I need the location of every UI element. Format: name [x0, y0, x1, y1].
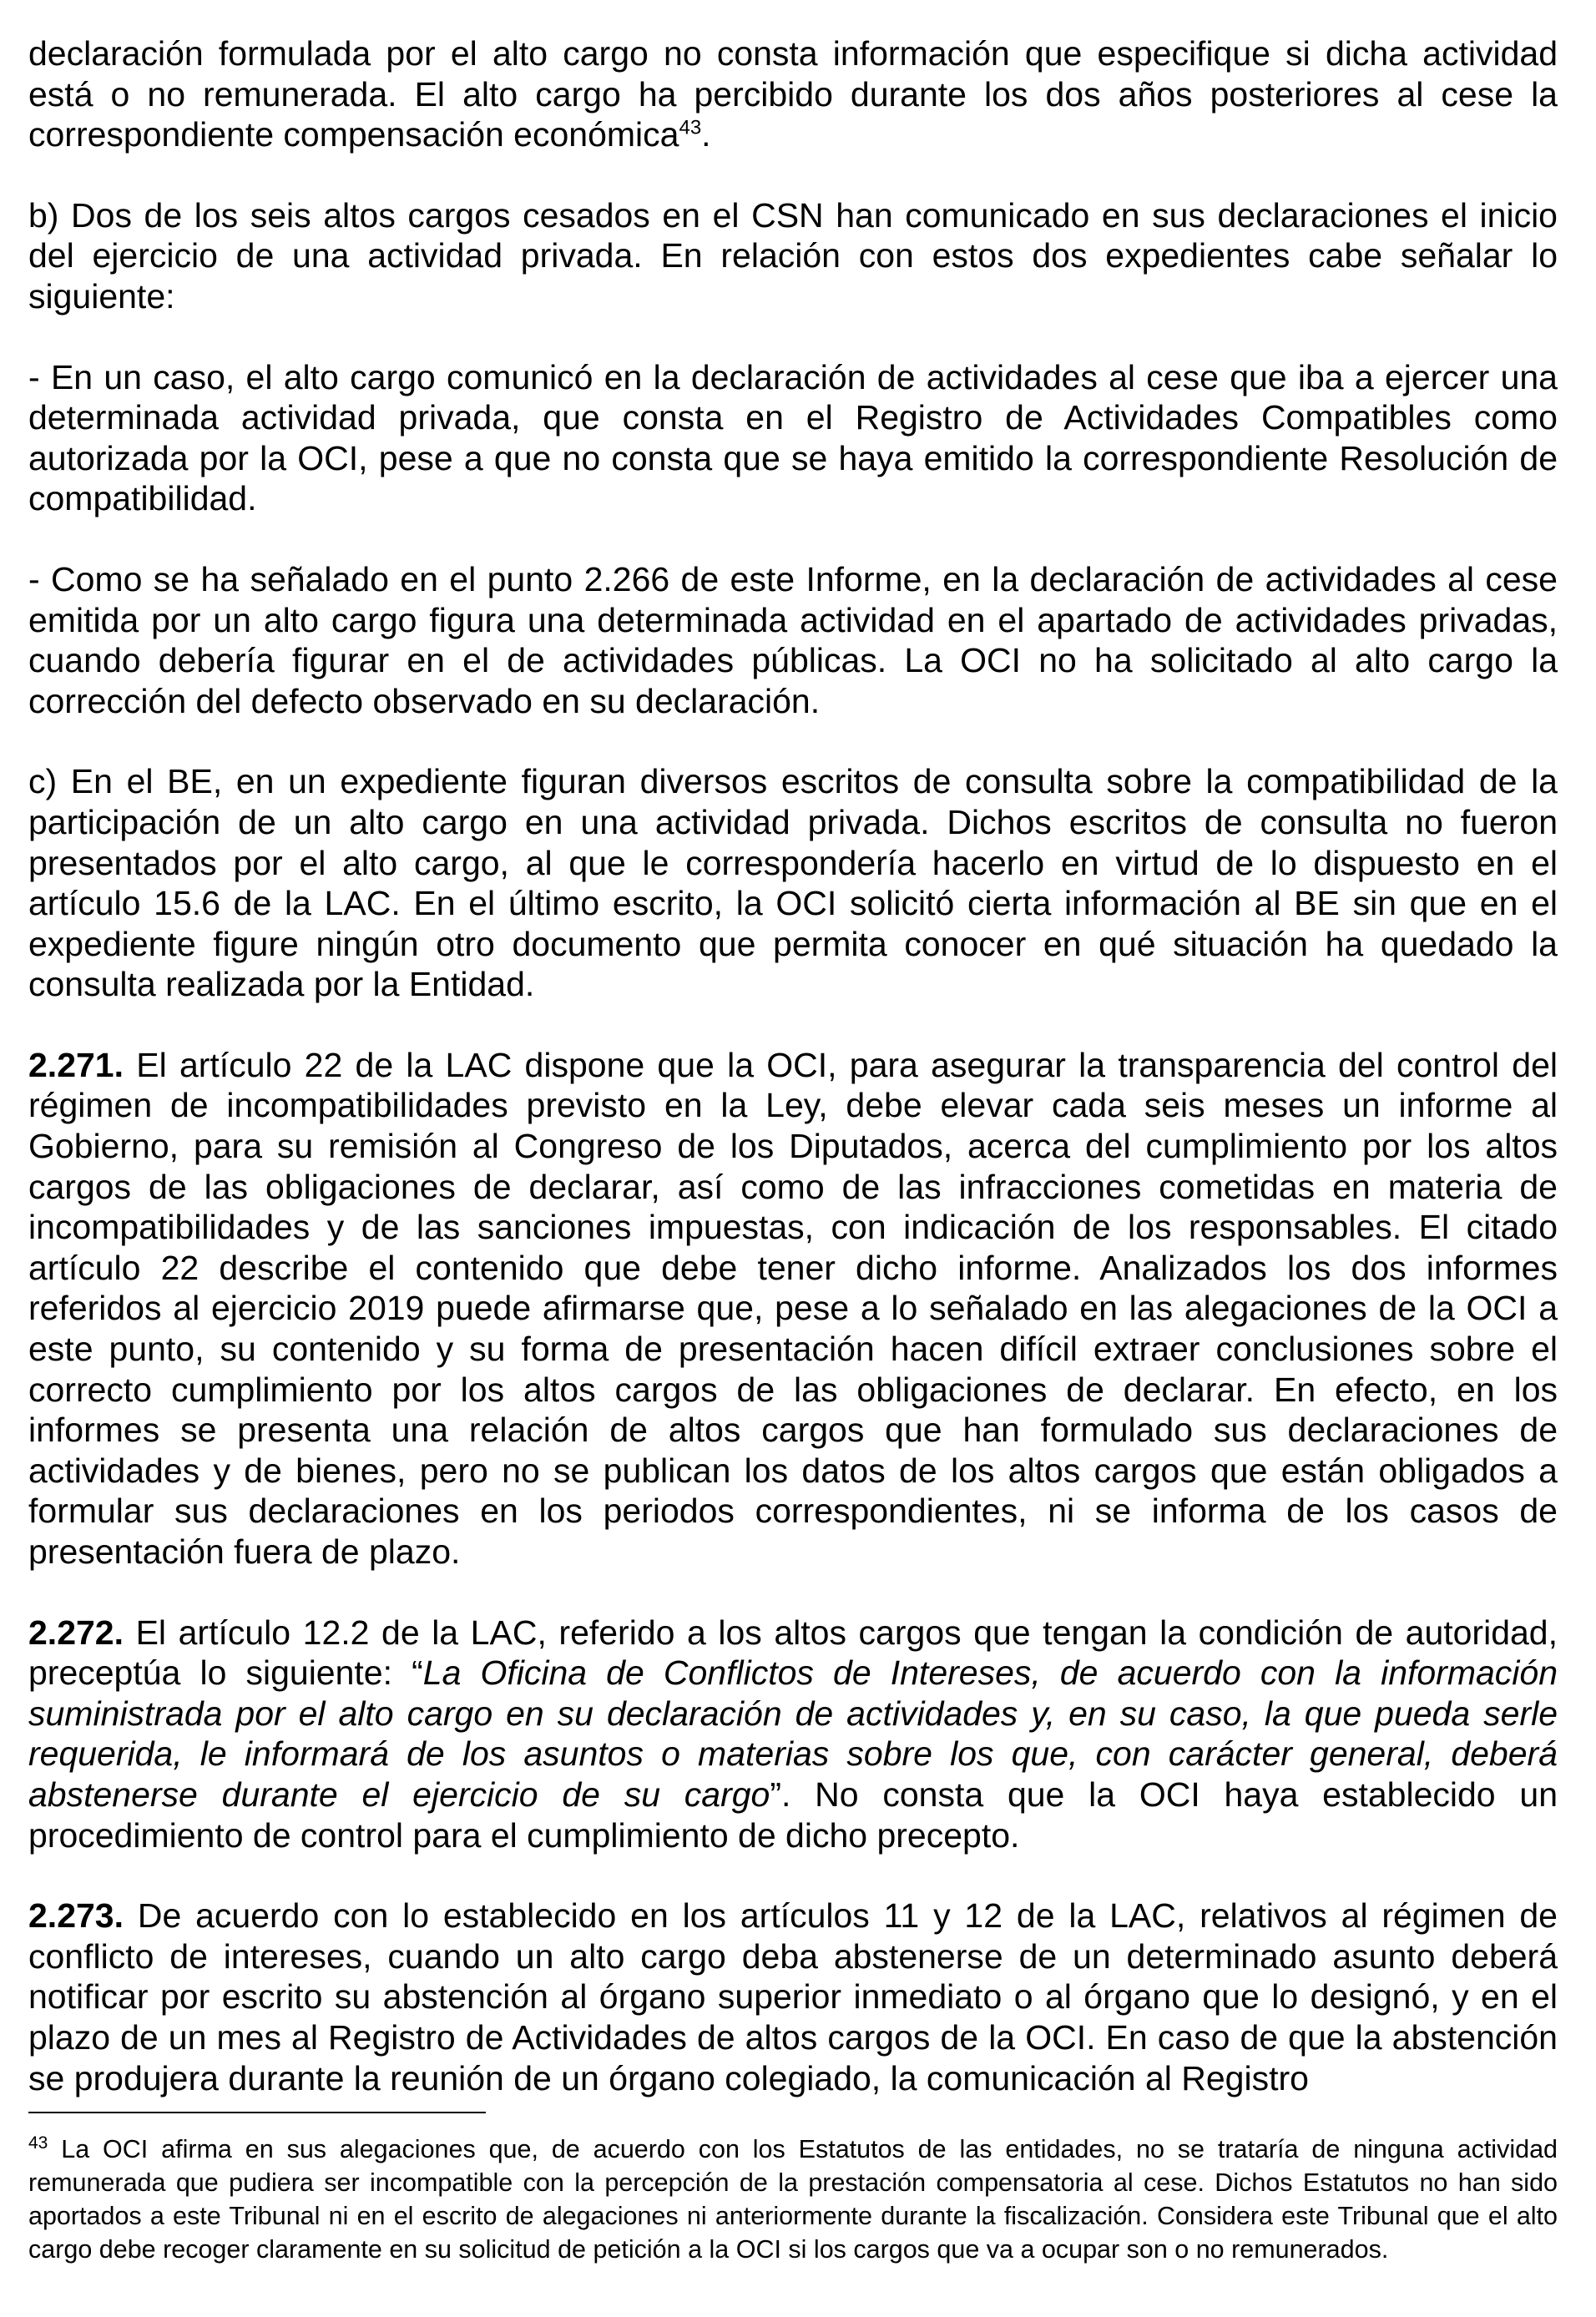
paragraph-text: El artículo 22 de la LAC dispone que la OCI, para asegurar la transparencia del control del régimen de incompatibilidades previsto en la Ley, debe elevar cada seis meses un informe al Gobierno, para su remisión al Congreso de los Diputados, acerca del cumplimiento por los altos cargos de las obligaciones de declarar, así como de las infracciones cometidas en materia de incompatibilidades y de las sanciones impuestas, con indicación de los responsables. El citado artículo 22 describe el contenido que debe tener dicho informe. Analizados los dos informes referidos al ejercicio 2019 puede afirmarse que, pese a lo señalado en las alegaciones de la OCI a este punto, su contenido y su forma de presentación hacen difícil extraer conclusiones sobre el correcto cumplimiento por los altos cargos de las obligaciones de declarar. En efecto, en los informes se presenta una relación de altos cargos que han formulado sus declaraciones de actividades y de bienes, pero no se publican los datos de los altos cargos que están obligados a formular sus declaraciones en los periodos correspondientes, ni se informa de los casos de presentación fuera de plazo.	[28, 1045, 1558, 1571]
paragraph-continuation	[28, 33, 1558, 155]
paragraph-c: c) En el BE, en un expediente figuran diversos escritos de consulta sobre la compatibilidad de la participación de un alto cargo en una actividad privada. Dichos escritos de consulta no fueron presentados por el alto cargo, al que le correspondería hacerlo en virtud de lo dispuesto en el artículo 15.6 de la LAC. En el último escrito, la OCI solicitó cierta información al BE sin que en el expediente figure ningún otro documento que permita conocer en qué situación ha quedado la consulta realizada por la Entidad.	[28, 762, 1558, 1004]
footnote-reference[interactable]: 43	[679, 116, 702, 139]
paragraph-number: 2.273.	[28, 1896, 124, 1936]
footnote-number: 43	[28, 2133, 48, 2153]
document-body	[28, 33, 1558, 2138]
paragraph-text: El artículo 12.2 de la LAC, referido a los altos cargos que tengan la condición de autoridad, preceptúa lo siguiente: “	[28, 1613, 1558, 1693]
paragraph-tail: .	[701, 115, 711, 154]
paragraph-text: De acuerdo con lo establecido en los artículos 11 y 12 de la LAC, relativos al régimen de conflicto de intereses, cuando un alto cargo deba abstenerse de un determinado asunto deberá notificar por escrito su abstención al órgano superior inmediato o al órgano que lo designó, y en el plazo de un mes al Registro de Actividades de altos cargos de la OCI. En caso de que la abstención se produjera durante la reunión de un órgano colegiado, la comunicación al Registro	[28, 1896, 1558, 2097]
paragraph-text: declaración formulada por el alto cargo no consta información que especifique si dicha actividad está o no remunerada. El alto cargo ha percibido durante los dos años posteriores al cese la correspondiente compensación económica	[28, 34, 1558, 154]
footnote	[28, 2133, 1558, 2266]
paragraph-2-273	[28, 1895, 1558, 2098]
paragraph-b: b) Dos de los seis altos cargos cesados en el CSN han comunicado en sus declaraciones el inicio del ejercicio de una actividad privada. En relación con estos dos expedientes cabe señalar lo siguiente:	[28, 195, 1558, 315]
paragraph-number: 2.272.	[28, 1613, 124, 1652]
legal-quote: La Oficina de Conflictos de Intereses, de acuerdo con la información suministrada por el alto cargo en su declaración de actividades y, en su caso, la que pueda serle requerida, le informará de los asuntos o materias sobre los que, con carácter general, deberá abstenerse durante el ejercicio de su cargo	[28, 1653, 1558, 1814]
paragraph-dash-2: - Como se ha señalado en el punto 2.266 de este Informe, en la declaración de actividades al cese emitida por un alto cargo figura una determinada actividad en el apartado de actividades privadas, cuando debería figurar en el de actividades públicas. La OCI no ha solicitado al alto cargo la corrección del defecto observado en su declaración.	[28, 559, 1558, 720]
paragraph-number: 2.271.	[28, 1045, 124, 1084]
paragraph-2-272	[28, 1613, 1558, 1856]
paragraph-2-271	[28, 1045, 1558, 1572]
footnote-separator	[28, 2112, 486, 2113]
footnote-text: La OCI afirma en sus alegaciones que, de acuerdo con los Estatutos de las entidades, no se trataría de ninguna actividad remunerada que pudiera ser incompatible con la percepción de la prestación compensatoria al cese. Dichos Estatutos no han sido aportados a este Tribunal ni en el escrito de alegaciones ni anteriormente durante la fiscalización. Considera este Tribunal que el alto cargo debe recoger claramente en su solicitud de petición a la OCI si los cargos que va a ocupar son o no remunerados.	[28, 2135, 1558, 2264]
paragraph-tail: ”. No consta que la OCI haya establecido un procedimiento de control para el cumplimiento de dicho precepto.	[28, 1774, 1558, 1855]
paragraph-dash-1: - En un caso, el alto cargo comunicó en la declaración de actividades al cese que iba a ejercer una determinada actividad privada, que consta en el Registro de Actividades Compatibles como autorizada por la OCI, pese a que no consta que se haya emitido la correspondiente Resolución de compatibilidad.	[28, 357, 1558, 518]
